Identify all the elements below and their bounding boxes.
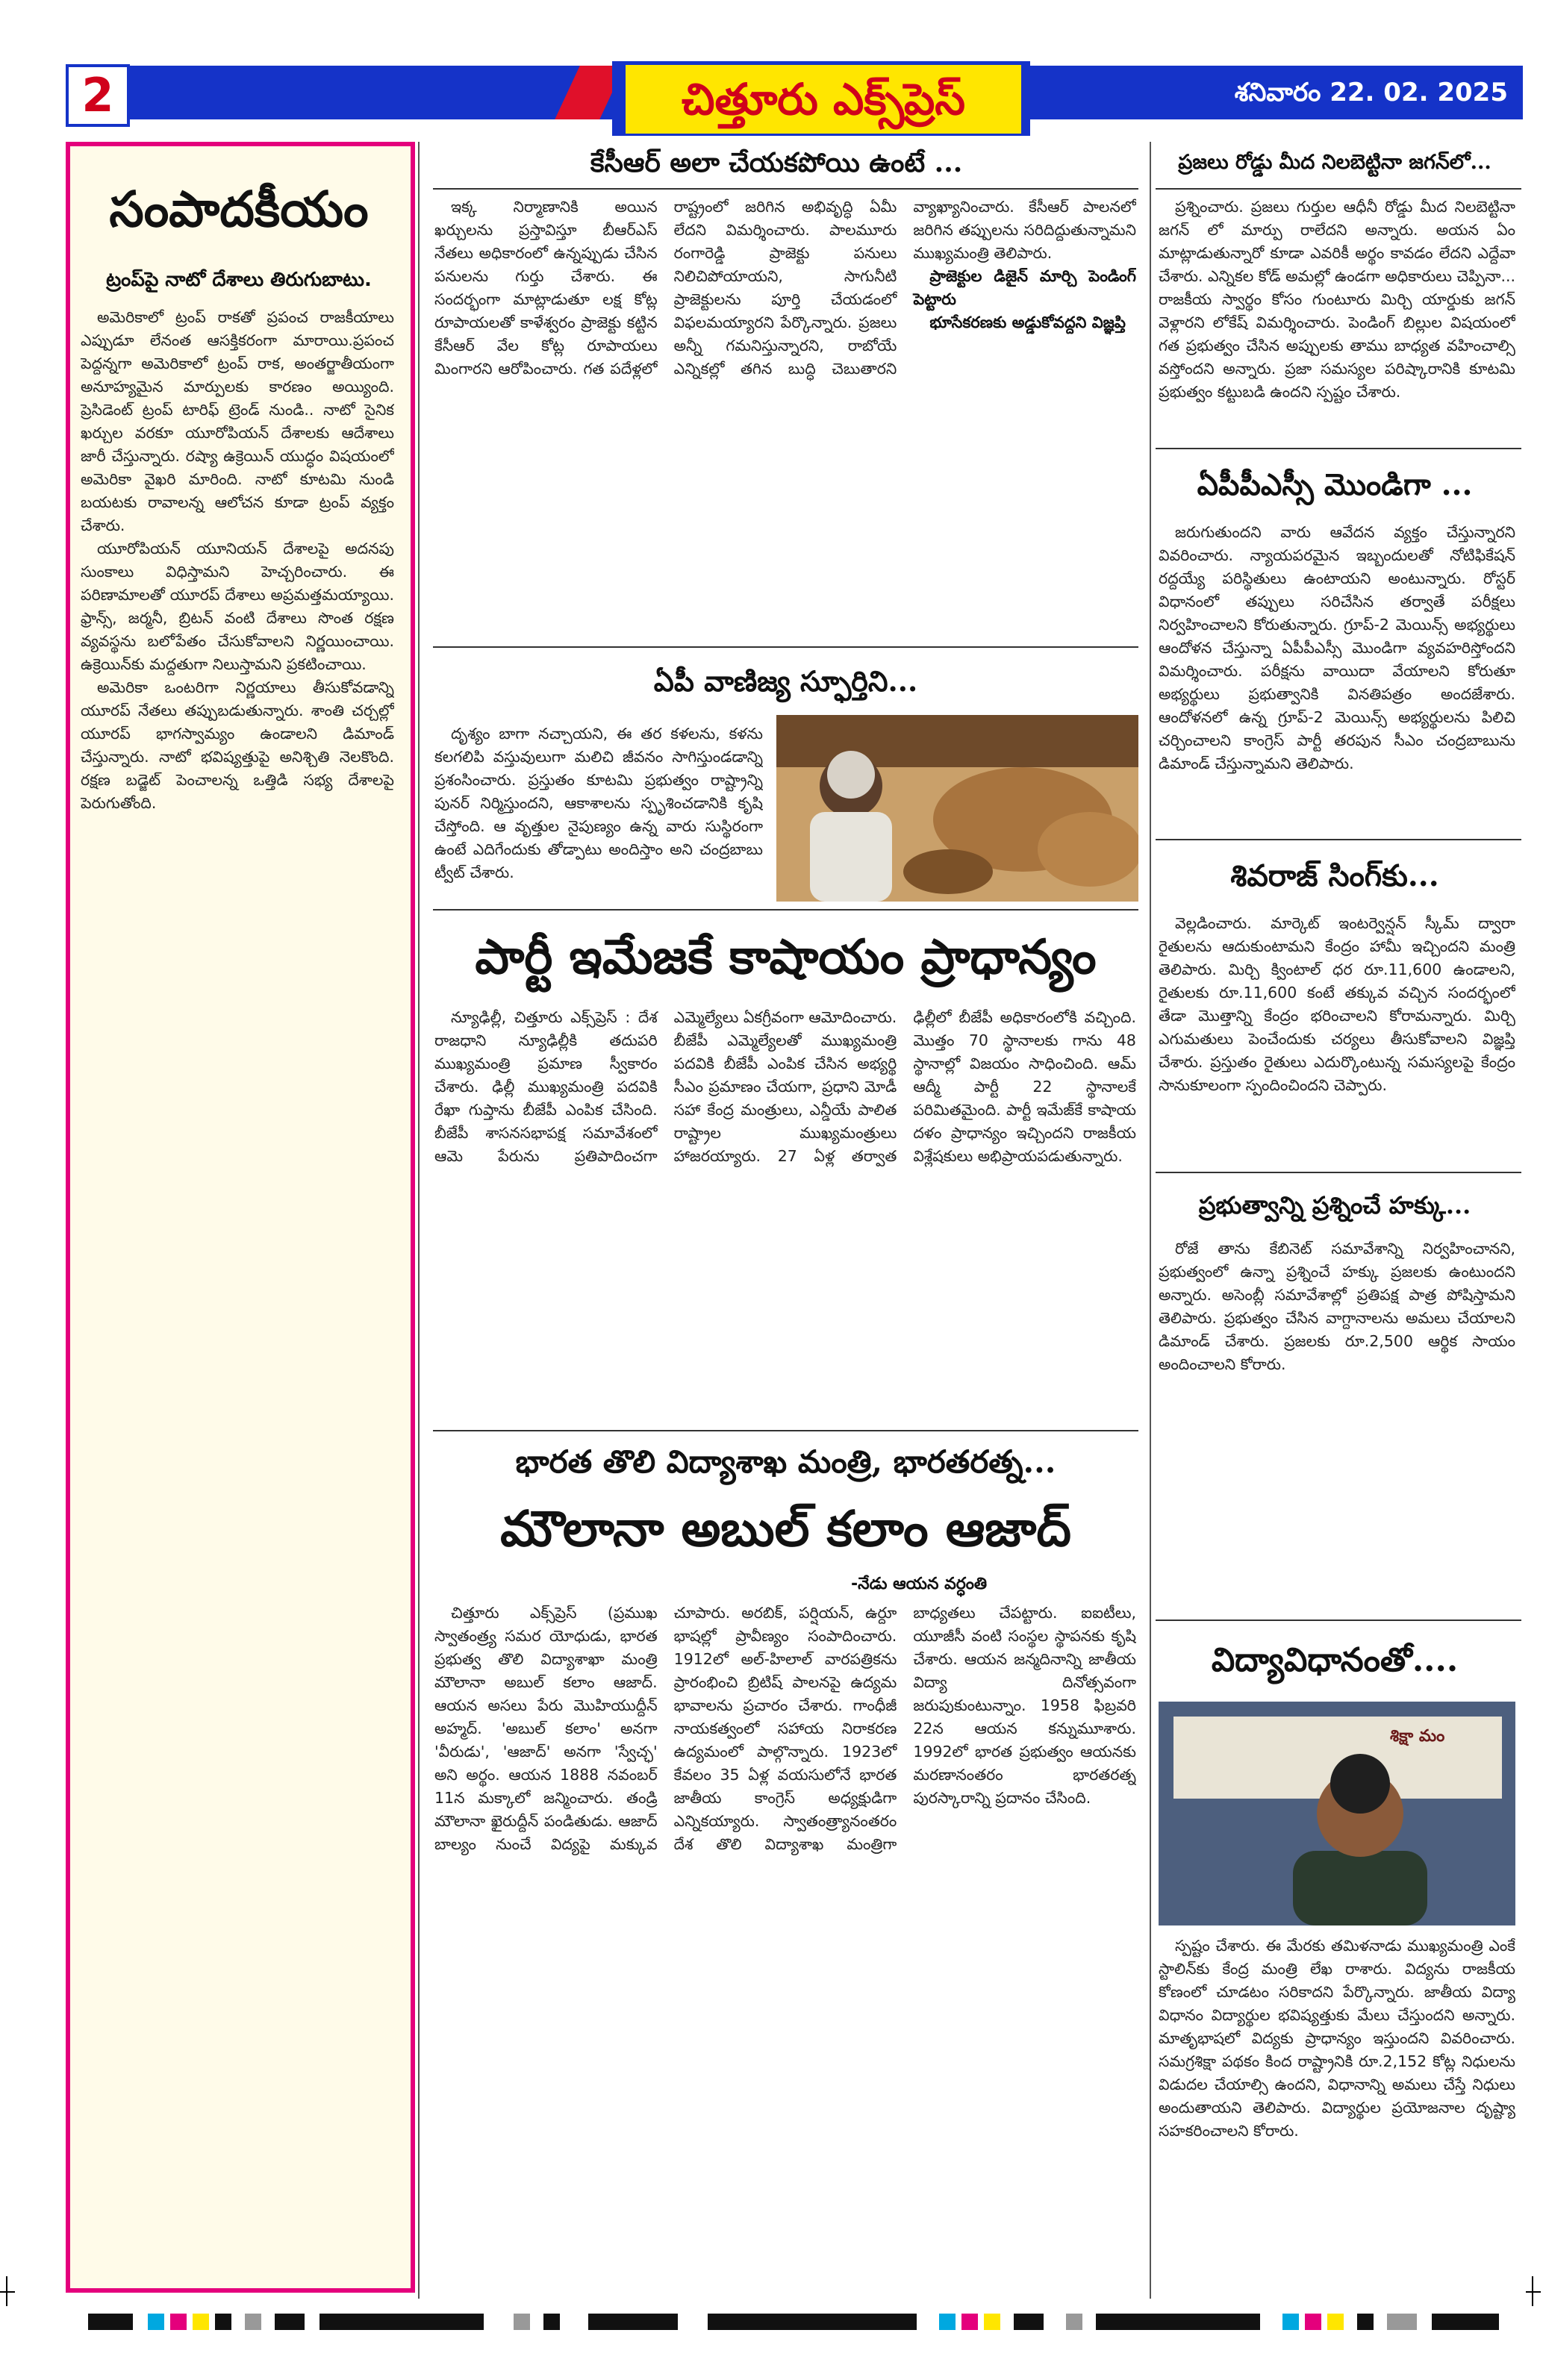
- section-rule: [433, 1430, 1138, 1431]
- artisan-photo-art: [776, 715, 1138, 902]
- headline-bjp: పార్టీ ఇమేజకే కాషాయం ప్రాధాన్యం: [475, 929, 1097, 985]
- kicker-azad: భారత తొలి విద్యాశాఖ మంత్రి, భారతరత్న...: [515, 1443, 1056, 1480]
- vidya-body: [1159, 1934, 1515, 2297]
- headline-vidya: విద్యావిధానంతో....: [1211, 1641, 1459, 1679]
- appsc-paragraph: జరుగుతుందని వారు ఆవేదన వ్యక్తం చేస్తున్నారని వివరించారు. న్యాయపరమైన ఇబ్బందులతో నోటిఫికేషన్ రద్దయ్యే పరిస్థితులు ఉంటాయని అంటున్నారు. రోస్టర్ విధానంలో తప్పులు సరిచేసిన తర్వాతే పరీక్షలు నిర్వహించాలని కోరుతున్నారు. గ్రూప్-2 మెయిన్స్ అభ్యర్థులు ఆందోళన చేస్తున్నా ఏపీపీఎస్సీ మొండిగా వ్యవహరిస్తోందని విమర్శించారు. పరీక్షను వాయిదా వేయాలని కోరుతూ అభ్యర్థులు ప్రభుత్వానికి వినతిపత్రం అందజేశారు. ఆందోళనలో ఉన్న గ్రూప్-2 మెయిన్స్ అభ్యర్థులను పిలిచి చర్చించాలని కాంగ్రెస్ పార్టీ తరపున సీఎం చంద్రబాబును డిమాండ్ చేస్తున్నామని తెలిపారు.: [1159, 523, 1515, 772]
- headline-prashninche: ప్రభుత్వాన్ని ప్రశ్నించే హక్కు...: [1198, 1191, 1471, 1219]
- editorial-paragraph: అమెరికా ఒంటరిగా నిర్ణయాలు తీసుకోవడాన్ని యూరప్ నేతలు తప్పుబడుతున్నారు. శాంతి చర్చల్లో యూరప్ భాగస్వామ్యం ఉండాలని డిమాండ్ చేస్తున్నారు. నాటో భవిష్యత్తుపై అనిశ్చితి నెలకొంది. రక్షణ బడ్జెట్ పెంచాలన్న ఒత్తిడి సభ్య దేశాలపై పెరుగుతోంది.: [81, 678, 394, 812]
- kcr-paragraph: ఇక్క నిర్మాణానికి అయిన ఖర్చులను ప్రస్తావిస్తూ బీఆర్ఎస్ నేతలు అధికారంలో ఉన్నప్పుడు చేసిన పనులను గుర్తు చేశారు. ఈ సందర్భంగా మాట్లాడుతూ లక్ష కోట్ల రూపాయలతో కాళేశ్వరం ప్రాజెక్టు కట్టిన కేసీఆర్ వేల కోట్ల రూపాయలు మింగారని ఆరోపించారు. గత పదేళ్లలో రాష్ట్రంలో జరిగిన అభివృద్ధి ఏమీ లేదని విమర్శించారు. పాలమూరు రంగారెడ్డి ప్రాజెక్టు పనులు నిలిచిపోయాయని, సాగునీటి ప్రాజెక్టులను పూర్తి చేయడంలో విఫలమయ్యారని పేర్కొన్నారు. ప్రజలు అన్నీ గమనిస్తున్నారని, రాబోయే ఎన్నికల్లో తగిన బుద్ధి చెబుతారని వ్యాఖ్యానించారు. కేసీఆర్ పాలనలో జరిగిన తప్పులను సరిదిద్దుతున్నామని ముఖ్యమంత్రి తెలిపారు.: [434, 198, 1136, 378]
- artisan-photo: [776, 715, 1138, 902]
- crop-mark: [1526, 2291, 1541, 2293]
- editorial-paragraph: అమెరికాలో ట్రంప్ రాకతో ప్రపంచ రాజకీయాలు ఎప్పుడూ లేనంత ఆసక్తికరంగా మారాయి.ప్రపంచ పెద్దన్నగా అమెరికాలో ట్రంప్ రాక, అంతర్జాతీయంగా అనూహ్యమైన మార్పులకు కారణం అయ్యింది. ప్రెసిడెంట్ ట్రంప్ టారిఫ్ ట్రెండ్ నుండి.. నాటో సైనిక ఖర్చుల వరకూ యూరోపియన్ దేశాలకు ఆదేశాలు జారీ చేస్తున్నారు. రష్యా ఉక్రెయిన్ యుద్ధం విషయంలో అమెరికా వైఖరి మారింది. నాటో కూటమి నుండి బయటకు రావాలన్న ఆలోచన కూడా ట్రంప్ వ్యక్తం చేశారు.: [81, 308, 394, 534]
- jagan-paragraph: ప్రశ్నించారు. ప్రజలు గుర్తుల ఆధీనీ రోడ్డు మీద నిలబెట్టినా జగన్ లో మార్పు రాలేదని అన్నారు. అయన ఏం మాట్లాడుతున్నారో కూడా ఎవరికీ అర్థం కావడం లేదని ఎద్దేవా చేశారు. ఎన్నికల కోడ్ అమల్లో ఉండగా అధికారులు చెప్పినా... రాజకీయ స్వార్థం కోసం గుంటూరు మిర్చి యార్డుకు జగన్ వెళ్లారని లోకేష్ విమర్శించారు. పెండింగ్ బిల్లుల విషయంలో గత ప్రభుత్వం చేసిన అప్పులకు తాము బాధ్యత వహించాల్సి వస్తోందని అన్నారు. ప్రజా సమస్యల పరిష్కారానికి కూటమి ప్రభుత్వం కట్టుబడి ఉందని స్పష్టం చేశారు.: [1159, 198, 1515, 401]
- azad-byline: -నేడు ఆయన వర్ధంతి: [851, 1575, 988, 1593]
- headline-rule: [1156, 188, 1521, 190]
- minister-photo: [1159, 1702, 1515, 1925]
- prashninche-body: [1159, 1237, 1515, 1611]
- headline-azad: మౌలానా అబుల్ కలాం ఆజాద్: [500, 1499, 1071, 1558]
- editorial-body: [81, 306, 394, 2269]
- azad-body: [434, 1602, 1136, 2296]
- editorial-title: సంపాదకీయం: [109, 180, 369, 238]
- azad-paragraph: చిత్తూరు ఎక్స్‌ప్రెస్ (ప్రముఖ స్వాతంత్ర్య సమర యోధుడు, భారత ప్రభుత్వ తొలి విద్యాశాఖా మంత్రి మౌలానా అబుల్ కలాం ఆజాద్. ఆయన అసలు పేరు మొహియుద్దీన్ అహ్మద్. 'అబుల్ కలాం' అనగా 'వీరుడు', 'ఆజాద్' అనగా 'స్వేచ్ఛ' అని అర్థం. ఆయన 1888 నవంబర్ 11న మక్కాలో జన్మించారు. తండ్రి మౌలానా ఖైరుద్దీన్ పండితుడు. ఆజాద్ బాల్యం నుంచే విద్యపై మక్కువ చూపారు. అరబిక్, పర్షియన్, ఉర్దూ భాషల్లో ప్రావీణ్యం సంపాదించారు. 1912లో అల్-హిలాల్ వారపత్రికను ప్రారంభించి బ్రిటిష్ పాలనపై ఉద్యమ భావాలను ప్రచారం చేశారు. గాంధీజీ నాయకత్వంలో సహాయ నిరాకరణ ఉద్యమంలో పాల్గొన్నారు. 1923లో కేవలం 35 ఏళ్ల వయసులోనే భారత జాతీయ కాంగ్రెస్ అధ్యక్షుడిగా ఎన్నికయ్యారు. స్వాతంత్ర్యానంతరం దేశ తొలి విద్యాశాఖ మంత్రిగా బాధ్యతలు చేపట్టారు. ఐఐటీలు, యూజీసీ వంటి సంస్థల స్థాపనకు కృషి చేశారు. ఆయన జన్మదినాన్ని జాతీయ విద్యా దినోత్సవంగా జరుపుకుంటున్నాం. 1958 ఫిబ్రవరి 22న ఆయన కన్నుమూశారు. 1992లో భారత ప్రభుత్వం ఆయనకు మరణానంతరం భారతరత్న పురస్కారాన్ని ప్రదానం చేసింది.: [434, 1604, 1136, 1853]
- section-rule: [1156, 1172, 1521, 1173]
- column-rule: [418, 142, 420, 2299]
- prashninche-paragraph: రోజే తాను కేబినెట్ సమావేశాన్ని నిర్వహించానని, ప్రభుత్వంలో ఉన్నా ప్రశ్నించే హక్కు ప్రజలకు ఉంటుందని అన్నారు. అసెంబ్లీ సమావేశాల్లో ప్రతిపక్ష పాత్ర పోషిస్తామని తెలిపారు. ప్రభుత్వం చేసిన వాగ్దానాలను అమలు చేయాలని డిమాండ్ చేశారు. ప్రజలకు రూ.2,500 ఆర్థిక సాయం అందించాలని కోరారు.: [1159, 1240, 1515, 1373]
- jagan-body: [1159, 196, 1515, 442]
- vidya-paragraph: స్పష్టం చేశారు. ఈ మేరకు తమిళనాడు ముఖ్యమంత్రి ఎంకే స్టాలిన్‌కు కేంద్ర మంత్రి లేఖ రాశారు. విద్యను రాజకీయ కోణంలో చూడటం సరికాదని పేర్కొన్నారు. జాతీయ విద్యా విధానం విద్యార్థుల భవిష్యత్తుకు మేలు చేస్తుందని అన్నారు. మాతృభాషలో విద్యకు ప్రాధాన్యం ఇస్తుందని వివరించారు. సమగ్రశిక్షా పథకం కింద రాష్ట్రానికి రూ.2,152 కోట్ల నిధులను విడుదల చేయాల్సి ఉందని, విధానాన్ని అమలు చేస్తే నిధులు అందుతాయని తెలిపారు. విద్యార్థుల ప్రయోజనాల దృష్ట్యా సహకరించాలని కోరారు.: [1159, 1937, 1515, 2140]
- shivraj-body: [1159, 912, 1515, 1166]
- headline-appsc: ఏపీపీఎస్సీ మొండిగా ...: [1197, 467, 1473, 502]
- editorial-paragraph: యూరోపియన్ యూనియన్ దేశాలపై అదనపు సుంకాలు విధిస్తామని హెచ్చరించారు. ఈ పరిణామాలతో యూరప్ దేశాలు అప్రమత్తమయ్యాయి. ఫ్రాన్స్, జర్మనీ, బ్రిటన్ వంటి దేశాలు సొంత రక్షణ వ్యవస్థను బలోపేతం చేసుకోవాలని నిర్ణయించాయి. ఉక్రెయిన్‌కు మద్దతుగా నిలుస్తామని ప్రకటించాయి.: [81, 540, 394, 673]
- page-number: 2: [66, 64, 130, 127]
- issue-date: శనివారం 22. 02. 2025: [1234, 78, 1508, 107]
- vanijya-paragraph: దృశ్యం బాగా నచ్చాయని, ఈ తర కళలను, కళను కలగలిపి వస్తువులుగా మలిచి జీవనం సాగిస్తుండడాన్ని ప్రశంసించారు. ప్రస్తుతం కూటమి ప్రభుత్వం రాష్ట్రాన్ని పునర్ నిర్మిస్తుందని, ఆకాశాలను స్పృశించడానికి కృషి చేస్తోంది. ఆ వృత్తుల నైపుణ్యం ఉన్న వారు సుస్థిరంగా ఉంటే ఎదిగేందుకు తోడ్పాటు అందిస్తాం అని చంద్రబాబు ట్వీట్ చేశారు.: [434, 725, 763, 881]
- section-rule: [433, 909, 1138, 911]
- section-rule: [1156, 839, 1521, 840]
- kcr-body: [434, 196, 1136, 539]
- headline-vanijya: ఏపీ వాణిజ్య స్ఫూర్తిని...: [653, 664, 918, 698]
- color-registration-bar: [66, 2312, 1521, 2331]
- section-rule: [1156, 1620, 1521, 1621]
- kcr-subhead: ప్రాజెక్టుల డిజైన్ మార్చి పెండింగ్ పెట్టారు: [913, 267, 1136, 308]
- section-rule: [1156, 448, 1521, 449]
- headline-jagan: ప్రజలు రోడ్డు మీద నిలబెట్టినా జగన్‌లో...: [1178, 151, 1491, 174]
- column-rule: [1150, 142, 1151, 2299]
- bjp-paragraph: న్యూఢిల్లీ, చిత్తూరు ఎక్స్‌ప్రెస్ : దేశ రాజధాని న్యూఢిల్లీకి తదుపరి ముఖ్యమంత్రి ప్రమాణ స్వీకారం చేశారు. ఢిల్లీ ముఖ్యమంత్రి పదవికి రేఖా గుప్తాను బీజేపీ ఎంపిక చేసింది. బీజేపీ శాసనసభాపక్ష సమావేశంలో ఆమె పేరును ప్రతిపాదించగా ఎమ్మెల్యేలు ఏకగ్రీవంగా ఆమోదించారు. బీజేపీ ఎమ్మెల్యేలతో ముఖ్యమంత్రి పదవికి బీజేపీ ఎంపిక చేసిన అభ్యర్థి సీఎం ప్రమాణం చేయగా, ప్రధాని మోడీ సహా కేంద్ర మంత్రులు, ఎన్డీయే పాలిత రాష్ట్రాల ముఖ్యమంత్రులు హాజరయ్యారు. 27 ఏళ్ల తర్వాత ఢిల్లీలో బీజేపీ అధికారంలోకి వచ్చింది. మొత్తం 70 స్థానాలకు గాను 48 స్థానాల్లో విజయం సాధించింది. ఆమ్ ఆద్మీ పార్టీ 22 స్థానాలకే పరిమితమైంది. పార్టీ ఇమేజ్‌కే కాషాయ దళం ప్రాధాన్యం ఇచ్చిందని రాజకీయ విశ్లేషకులు అభిప్రాయపడుతున్నారు.: [434, 1008, 1136, 1165]
- kcr-subhead: భూసేకరణకు అడ్డుకోవద్దని విజ్ఞప్తి: [929, 313, 1126, 331]
- masthead-title: చిత్తూరు ఎక్స్‌ప్రెస్: [623, 63, 1023, 136]
- photo-sign-text: శిక్షా మం: [1390, 1727, 1445, 1746]
- crop-mark: [0, 2291, 15, 2293]
- headline-kcr: కేసీఆర్ అలా చేయకపోయి ఉంటే ...: [590, 147, 963, 178]
- headline-shivraj: శివరాజ్ సింగ్‌కు...: [1230, 858, 1439, 893]
- shivraj-paragraph: వెల్లడించారు. మార్కెట్ ఇంటర్వెన్షన్ స్కీమ్ ద్వారా రైతులను ఆదుకుంటామని కేంద్రం హామీ ఇచ్చిందని మంత్రి తెలిపారు. మిర్చి క్వింటాల్ ధర రూ.11,600 ఉండాలని, రైతులకు రూ.11,600 కంటే తక్కువ వచ్చిన సందర్భంలో తేడా మొత్తాన్ని కేంద్రం భరించాలని కోరామన్నారు. మిర్చి ఎగుమతులు పెంచేందుకు చర్యలు తీసుకోవాలని విజ్ఞప్తి చేశారు. ప్రస్తుతం రైతులు ఎదుర్కొంటున్న సమస్యలపై కేంద్రం సానుకూలంగా స్పందించిందని చెప్పారు.: [1159, 914, 1515, 1094]
- headline-rule: [433, 188, 1138, 190]
- bjp-body: [434, 1006, 1136, 1424]
- appsc-body: [1159, 521, 1515, 834]
- editorial-subtitle: ట్రంప్‌పై నాటో దేశాలు తిరుగుబాటు.: [106, 269, 372, 291]
- vanijya-body: [434, 722, 763, 902]
- section-rule: [433, 646, 1138, 648]
